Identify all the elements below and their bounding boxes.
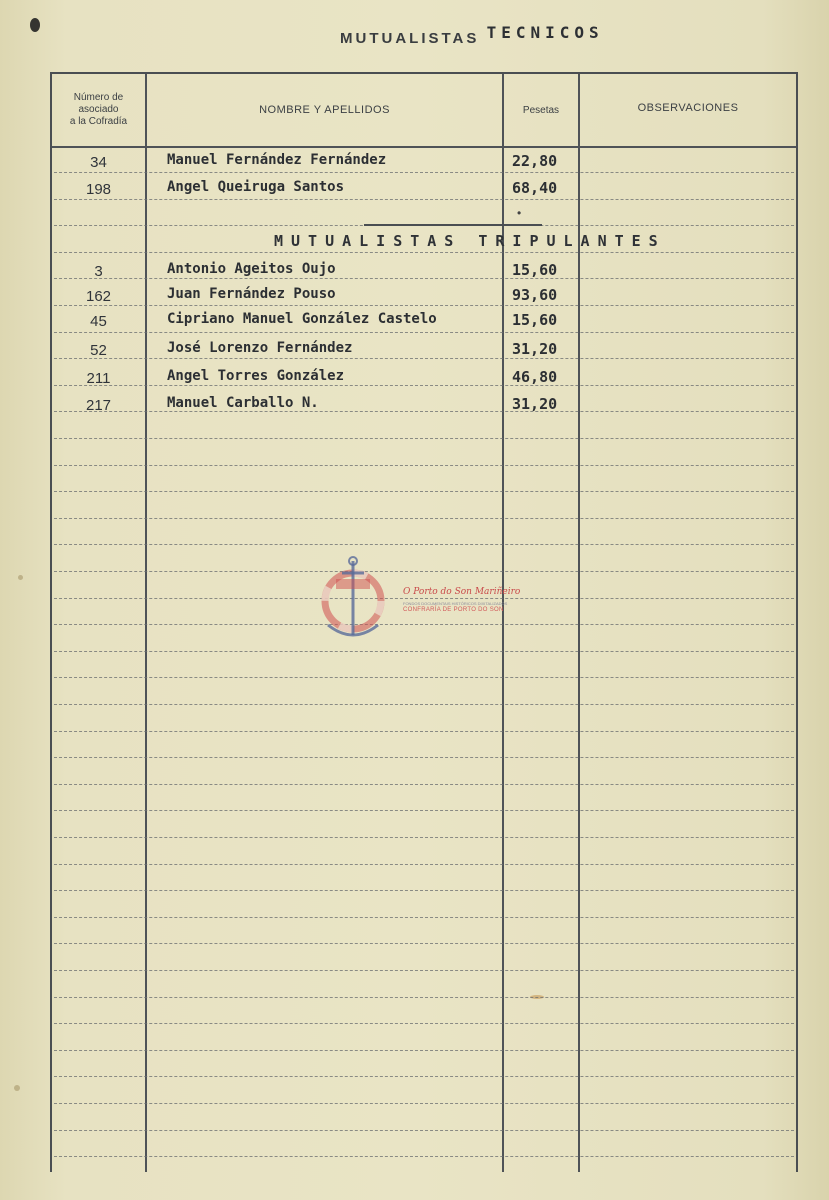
- member-name: Manuel Fernández Fernández: [167, 152, 387, 168]
- ruled-line: [54, 731, 794, 732]
- member-pesetas: 31,20: [512, 340, 558, 358]
- table-row: [52, 148, 796, 174]
- header-number-line: asociado: [78, 104, 119, 115]
- heading-typed: TECNICOS: [486, 23, 604, 42]
- ruled-line: [54, 518, 794, 519]
- table-row: [52, 282, 796, 308]
- ruled-line: [54, 864, 794, 865]
- ruled-line: [54, 252, 794, 253]
- header-pesetas: Pesetas: [522, 104, 560, 116]
- ruled-line: [54, 544, 794, 545]
- ruled-line: [54, 677, 794, 678]
- section-subheading: MUTUALISTAS TRIPULANTES: [274, 232, 666, 250]
- member-number: 162: [85, 288, 112, 305]
- table-row: [52, 336, 796, 362]
- member-number: 211: [86, 370, 111, 387]
- ruled-line: [54, 704, 794, 705]
- ruled-line: [54, 1050, 794, 1051]
- ruled-line: [54, 1076, 794, 1077]
- header-observations: OBSERVACIONES: [637, 102, 739, 114]
- member-number: 52: [90, 342, 107, 359]
- table-header: [52, 74, 796, 148]
- member-pesetas: 68,40: [512, 179, 558, 197]
- member-number: 217: [85, 397, 112, 414]
- table-row: [52, 257, 796, 283]
- member-pesetas: 15,60: [512, 261, 558, 279]
- ruled-line: [54, 784, 794, 785]
- archive-watermark: [318, 553, 521, 648]
- ruled-line: [54, 491, 794, 492]
- ruled-line: [54, 757, 794, 758]
- ruled-line: [54, 943, 794, 944]
- ink-blot: [30, 18, 40, 32]
- table-row: [52, 175, 796, 201]
- member-pesetas: 22,80: [512, 152, 558, 170]
- member-name: Cipriano Manuel González Castelo: [167, 311, 437, 327]
- stain-spot: [18, 575, 23, 580]
- table-row: [52, 307, 796, 333]
- ruled-line: [54, 917, 794, 918]
- header-number-line: Número de: [73, 92, 124, 103]
- member-name: Angel Torres González: [167, 368, 345, 384]
- header-name: NOMBRE Y APELLIDOS: [259, 104, 390, 116]
- heading-printed: MUTUALISTAS: [340, 30, 480, 47]
- header-number-line: a la Cofradía: [69, 116, 128, 127]
- watermark-title: O Porto do Son Mariñeiro: [403, 587, 521, 597]
- page-heading: [340, 23, 604, 47]
- member-number: 198: [85, 181, 112, 198]
- member-pesetas: 46,80: [512, 368, 558, 386]
- ruled-line: [54, 1103, 794, 1104]
- ruled-line: [54, 997, 794, 998]
- ruled-line: [54, 1023, 794, 1024]
- dot-mark: •: [517, 206, 522, 220]
- watermark-org: CONFRARÍA DE PORTO DO SON: [403, 607, 504, 613]
- ruled-line: [54, 438, 794, 439]
- member-number: 45: [90, 313, 107, 330]
- member-number: 34: [90, 154, 107, 171]
- member-pesetas: 31,20: [512, 395, 558, 413]
- section-underline: [364, 224, 542, 226]
- table-row: [52, 364, 796, 390]
- member-name: Manuel Carballo N.: [167, 395, 319, 411]
- member-name: Juan Fernández Pouso: [167, 286, 336, 302]
- member-name: Angel Queiruga Santos: [167, 179, 345, 195]
- member-name: José Lorenzo Fernández: [167, 340, 353, 356]
- member-number: 3: [94, 263, 103, 280]
- table-row: [52, 391, 796, 417]
- member-pesetas: 93,60: [512, 286, 558, 304]
- ruled-line: [54, 810, 794, 811]
- ruled-line: [54, 890, 794, 891]
- header-member-number: [52, 74, 145, 146]
- watermark-subtitle: FONDOS DOCUMENTAIS HISTÓRICOS DIXITALIZADOS: [403, 601, 508, 606]
- ruled-line: [54, 1156, 794, 1157]
- ruled-line: [54, 837, 794, 838]
- ruled-line: [54, 970, 794, 971]
- ruled-line: [54, 465, 794, 466]
- member-name: Antonio Ageitos Oujo: [167, 261, 336, 277]
- anchor-lifebuoy-icon: [318, 553, 398, 648]
- stain-spot: [14, 1085, 20, 1091]
- ruled-line: [54, 1130, 794, 1131]
- ruled-line: [54, 651, 794, 652]
- member-pesetas: 15,60: [512, 311, 558, 329]
